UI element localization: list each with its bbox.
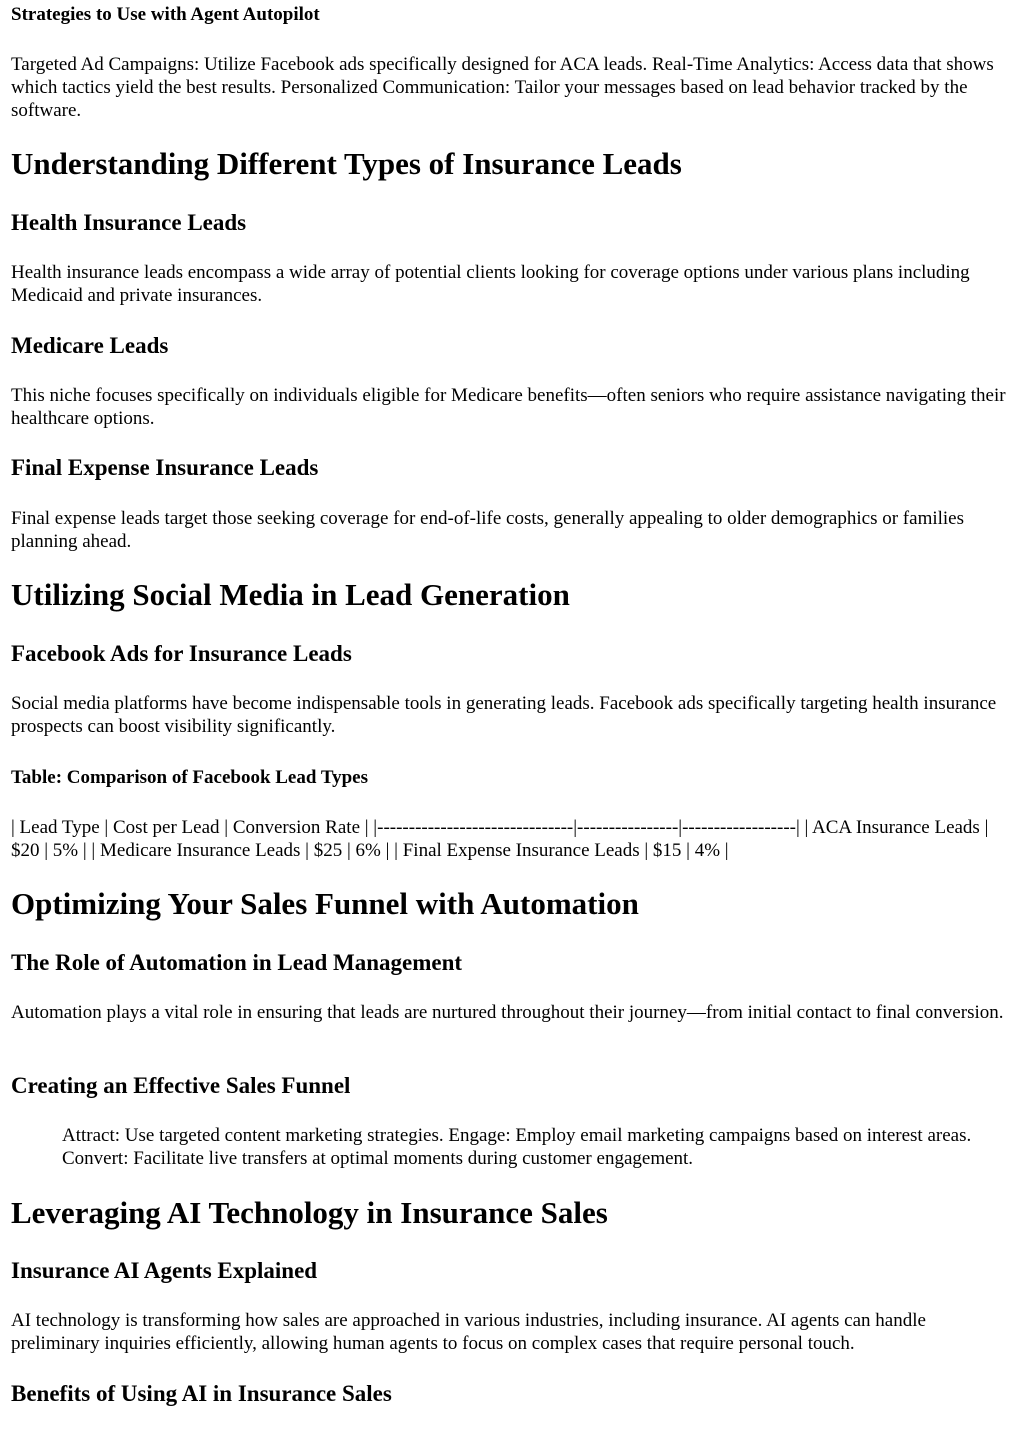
heading-insurance-lead-types: Understanding Different Types of Insurance Leads xyxy=(11,146,682,181)
heading-ai-technology: Leveraging AI Technology in Insurance Sales xyxy=(11,1195,608,1230)
heading-facebook-ads: Facebook Ads for Insurance Leads xyxy=(11,641,352,666)
paragraph-strategies: Targeted Ad Campaigns: Utilize Facebook ads specifically designed for ACA leads. Real-Time Analytics: Access data that shows which tactics yield the best results. Personalized Communication: Tailor your messages based on lead behavior tracked by the software. xyxy=(11,54,994,121)
paragraph-facebook-ads: Social media platforms have become indispensable tools in generating leads. Facebook ads specifically targeting health insurance prospects can boost visibility significantly. xyxy=(11,693,997,737)
heading-strategies: Strategies to Use with Agent Autopilot xyxy=(11,4,320,25)
heading-ai-agents: Insurance AI Agents Explained xyxy=(11,1258,318,1283)
paragraph-comparison-table: | Lead Type | Cost per Lead | Conversion Rate | |-------------------------------|----------------|------------------| | ACA Insurance Leads | $20 | 5% | | Medicare Insurance Leads | $25 | 6% | | Final Expense Insurance Leads | $15 | 4% | xyxy=(11,817,989,861)
heading-final-expense-leads: Final Expense Insurance Leads xyxy=(11,455,319,480)
heading-automation-role: The Role of Automation in Lead Management xyxy=(11,950,463,975)
heading-ai-benefits: Benefits of Using AI in Insurance Sales xyxy=(11,1381,392,1406)
heading-social-media: Utilizing Social Media in Lead Generation xyxy=(11,577,570,612)
paragraph-health-insurance-leads: Health insurance leads encompass a wide array of potential clients looking for coverage options under various plans including Medicaid and private insurances. xyxy=(11,262,970,306)
heading-health-insurance-leads: Health Insurance Leads xyxy=(11,210,247,235)
paragraph-automation-role: Automation plays a vital role in ensuring that leads are nurtured throughout their journey—from initial contact to final conversion. xyxy=(11,1002,1004,1023)
heading-medicare-leads: Medicare Leads xyxy=(11,333,169,358)
heading-sales-funnel: Optimizing Your Sales Funnel with Automation xyxy=(11,886,639,921)
paragraph-final-expense-leads: Final expense leads target those seeking coverage for end-of-life costs, generally appealing to older demographics or families planning ahead. xyxy=(11,508,965,552)
heading-comparison-table: Table: Comparison of Facebook Lead Types xyxy=(11,767,368,788)
heading-creating-funnel: Creating an Effective Sales Funnel xyxy=(11,1073,351,1098)
paragraph-ai-agents: AI technology is transforming how sales are approached in various industries, including insurance. AI agents can handle preliminary inquiries efficiently, allowing human agents to focus on complex cases that require personal touch. xyxy=(11,1310,926,1354)
paragraph-medicare-leads: This niche focuses specifically on individuals eligible for Medicare benefits—often seniors who require assistance navigating their healthcare options. xyxy=(11,385,1006,429)
blockquote-funnel-steps: Attract: Use targeted content marketing strategies. Engage: Employ email marketing campaigns based on interest areas. Convert: Facilitate live transfers at optimal moments during customer engagement. xyxy=(62,1125,972,1169)
